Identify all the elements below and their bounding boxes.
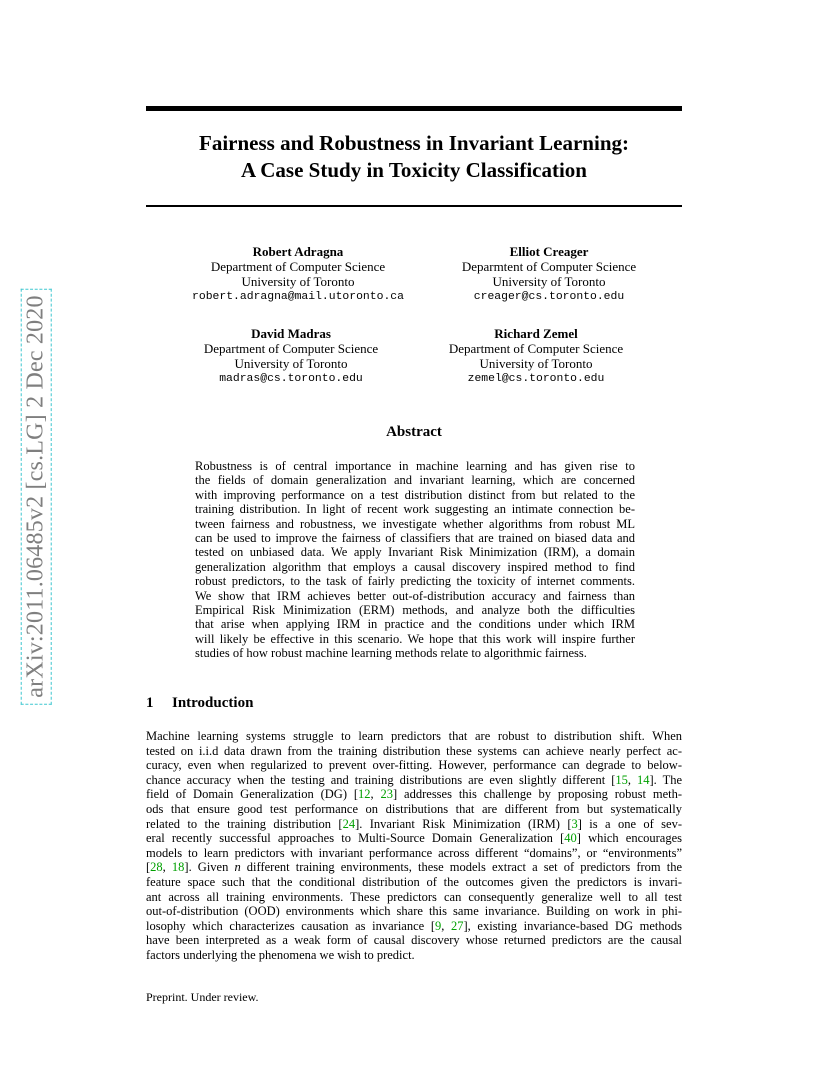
author-department: Department of Computer Science: [203, 341, 379, 357]
citation-link[interactable]: 9: [434, 918, 442, 933]
intro-line: [146, 787, 682, 802]
intro-text-run: ,: [162, 860, 172, 875]
abstract-line: with improving performance on a test distribution distinct from but related to the: [195, 487, 635, 502]
intro-text-run: models to learn predictors with invariant performance across different “domains”, or “environments”: [146, 845, 682, 860]
intro-text-run: ,: [627, 772, 638, 787]
intro-line: [146, 846, 682, 861]
intro-text-run: curacy, even when regularized to prevent over-fitting. However, performance can degrade to below-: [146, 758, 682, 773]
intro-text-run: ] which encourages: [576, 831, 682, 846]
title-line-2: A Case Study in Toxicity Classification: [241, 158, 587, 182]
section-title: Introduction: [172, 695, 254, 711]
author-department: Department of Computer Science: [210, 259, 386, 275]
intro-line: [146, 817, 682, 832]
intro-text-run: ] addresses this challenge by proposing robust meth-: [393, 787, 682, 802]
math-variable: n: [234, 860, 241, 875]
intro-text-run: feature space such that the conditional distribution of the outcomes given the predictors is invari-: [146, 874, 682, 889]
intro-line: [146, 919, 682, 934]
author-block: [168, 244, 428, 305]
arxiv-id-label: arXiv:2011.06485v2 [cs.LG] 2 Dec 2020: [21, 288, 52, 704]
intro-line: [146, 933, 682, 948]
author-department: Deparmtent of Computer Science: [461, 259, 637, 275]
citation-link[interactable]: 3: [571, 816, 578, 831]
intro-text-run: ] is a one of sev-: [577, 816, 682, 831]
citation-link[interactable]: 15: [615, 772, 628, 787]
abstract-line: can be used to improve the fairness of classifiers that are trained on biased data and: [195, 531, 635, 546]
author-email: creager@cs.toronto.edu: [473, 290, 625, 303]
citation-link[interactable]: 18: [171, 860, 185, 875]
paper-title: [146, 130, 682, 184]
title-line-1: Fairness and Robustness in Invariant Learning:: [199, 131, 629, 155]
abstract-line: generalization algorithm that employs a causal discovery inspired method to find: [195, 559, 635, 574]
intro-text-run: chance accuracy when the testing and training distributions are even slightly different [: [146, 772, 616, 787]
author-name: Richard Zemel: [494, 326, 578, 341]
intro-line: [146, 890, 682, 905]
author-email: robert.adragna@mail.utoronto.ca: [192, 290, 404, 303]
author-name: David Madras: [251, 326, 331, 341]
intro-line: [146, 802, 682, 817]
intro-text-run: factors underlying the phenomena we wish to predict.: [146, 947, 415, 962]
author-block: [406, 326, 666, 387]
intro-text-run: out-of-distribution (OOD) environments which share this same invariance. Building on work in phi-: [146, 904, 682, 919]
citation-link[interactable]: 27: [451, 918, 464, 933]
intro-line: [146, 904, 682, 919]
author-name: Elliot Creager: [509, 244, 589, 259]
intro-text-run: ,: [370, 787, 381, 802]
author-name: Robert Adragna: [252, 244, 344, 259]
abstract-line: training distribution. In light of recent work suggesting an intimate connection be-: [195, 502, 635, 517]
preprint-footer: Preprint. Under review.: [146, 990, 259, 1004]
intro-text-run: ,: [441, 918, 451, 933]
intro-text-run: ods that ensure good test performance on distributions that are different from but systematically: [146, 801, 682, 816]
abstract-line: We show that IRM achieves better out-of-distribution accuracy and fairness than: [195, 588, 635, 603]
citation-link[interactable]: 28: [150, 860, 163, 875]
abstract-line: robust predictors, to the task of fairly predicting the toxicity of internet comments.: [195, 574, 635, 589]
section-heading: [146, 695, 253, 712]
intro-line: [146, 758, 682, 773]
intro-text-run: losophy which characterizes causation as invariance [: [146, 918, 435, 933]
title-top-rule: [146, 106, 682, 111]
intro-line: [146, 831, 682, 846]
author-block: [161, 326, 421, 387]
intro-line: [146, 773, 682, 788]
intro-text-run: ]. The: [649, 772, 682, 787]
intro-line: [146, 948, 682, 963]
intro-line: [146, 875, 682, 890]
author-university: University of Toronto: [479, 356, 593, 372]
abstract-line: Empirical Risk Minimization (ERM) methods, and analyze both the difficulties: [195, 603, 635, 618]
abstract-line: tested on unbiased data. We apply Invariant Risk Minimization (IRM), a domain: [195, 545, 635, 560]
citation-link[interactable]: 40: [564, 831, 577, 846]
author-email: madras@cs.toronto.edu: [219, 372, 363, 385]
intro-text-run: ]. Invariant Risk Minimization (IRM) [: [355, 816, 572, 831]
abstract-line: tween fairness and robustness, we investigate whether algorithms from robust ML: [195, 516, 635, 531]
author-email: zemel@cs.toronto.edu: [467, 372, 605, 385]
intro-line: [146, 860, 682, 875]
intro-text-run: field of Domain Generalization (DG) [: [146, 787, 359, 802]
author-department: Department of Computer Science: [448, 341, 624, 357]
abstract-line: the fields of domain generalization and invariant learning, which are concerned: [195, 473, 635, 488]
citation-link[interactable]: 24: [342, 816, 356, 831]
arxiv-stamp: [20, 262, 52, 730]
abstract-text: [195, 459, 635, 661]
intro-text-run: related to the training distribution [: [146, 816, 343, 831]
intro-text-run: tested on i.i.d data drawn from the training distribution these systems can achieve nearly perfect ac-: [146, 743, 682, 758]
abstract-line: that arise when applying IRM in practice and the conditions under which IRM: [195, 617, 635, 632]
intro-line: [146, 744, 682, 759]
intro-text-run: different training environments, these models extract a set of predictors from the: [240, 860, 682, 875]
intro-text-run: ], existing invariance-based DG methods: [463, 918, 682, 933]
intro-text-run: eral recently successful approaches to Multi-Source Domain Generalization [: [146, 831, 565, 846]
citation-link[interactable]: 12: [358, 787, 371, 802]
intro-text-run: [: [146, 860, 151, 875]
intro-text-run: ]. Given: [184, 860, 235, 875]
author-block: [419, 244, 679, 305]
section-number: 1: [146, 695, 154, 711]
author-university: University of Toronto: [234, 356, 348, 372]
title-bottom-rule: [146, 205, 682, 207]
intro-text-run: have been interpreted as a weak form of causal discovery whose returned predictors are the causal: [146, 933, 682, 948]
introduction-text: [146, 729, 682, 963]
citation-link[interactable]: 23: [380, 787, 394, 802]
citation-link[interactable]: 14: [637, 772, 650, 787]
author-university: University of Toronto: [241, 274, 355, 290]
intro-line: [146, 729, 682, 744]
intro-text-run: ant across all training environments. These predictors can consequently generalize well to all test: [146, 889, 682, 904]
abstract-heading: Abstract: [386, 424, 442, 440]
abstract-line: will likely be effective in this scenario. We hope that this work will inspire further: [195, 631, 635, 646]
intro-text-run: Machine learning systems struggle to learn predictors that are robust to distribution shift. When: [146, 729, 682, 743]
abstract-line: studies of how robust machine learning methods relate to algorithmic fairness.: [195, 646, 587, 661]
abstract-line: Robustness is of central importance in machine learning and has given rise to: [195, 459, 635, 473]
author-university: University of Toronto: [492, 274, 606, 290]
